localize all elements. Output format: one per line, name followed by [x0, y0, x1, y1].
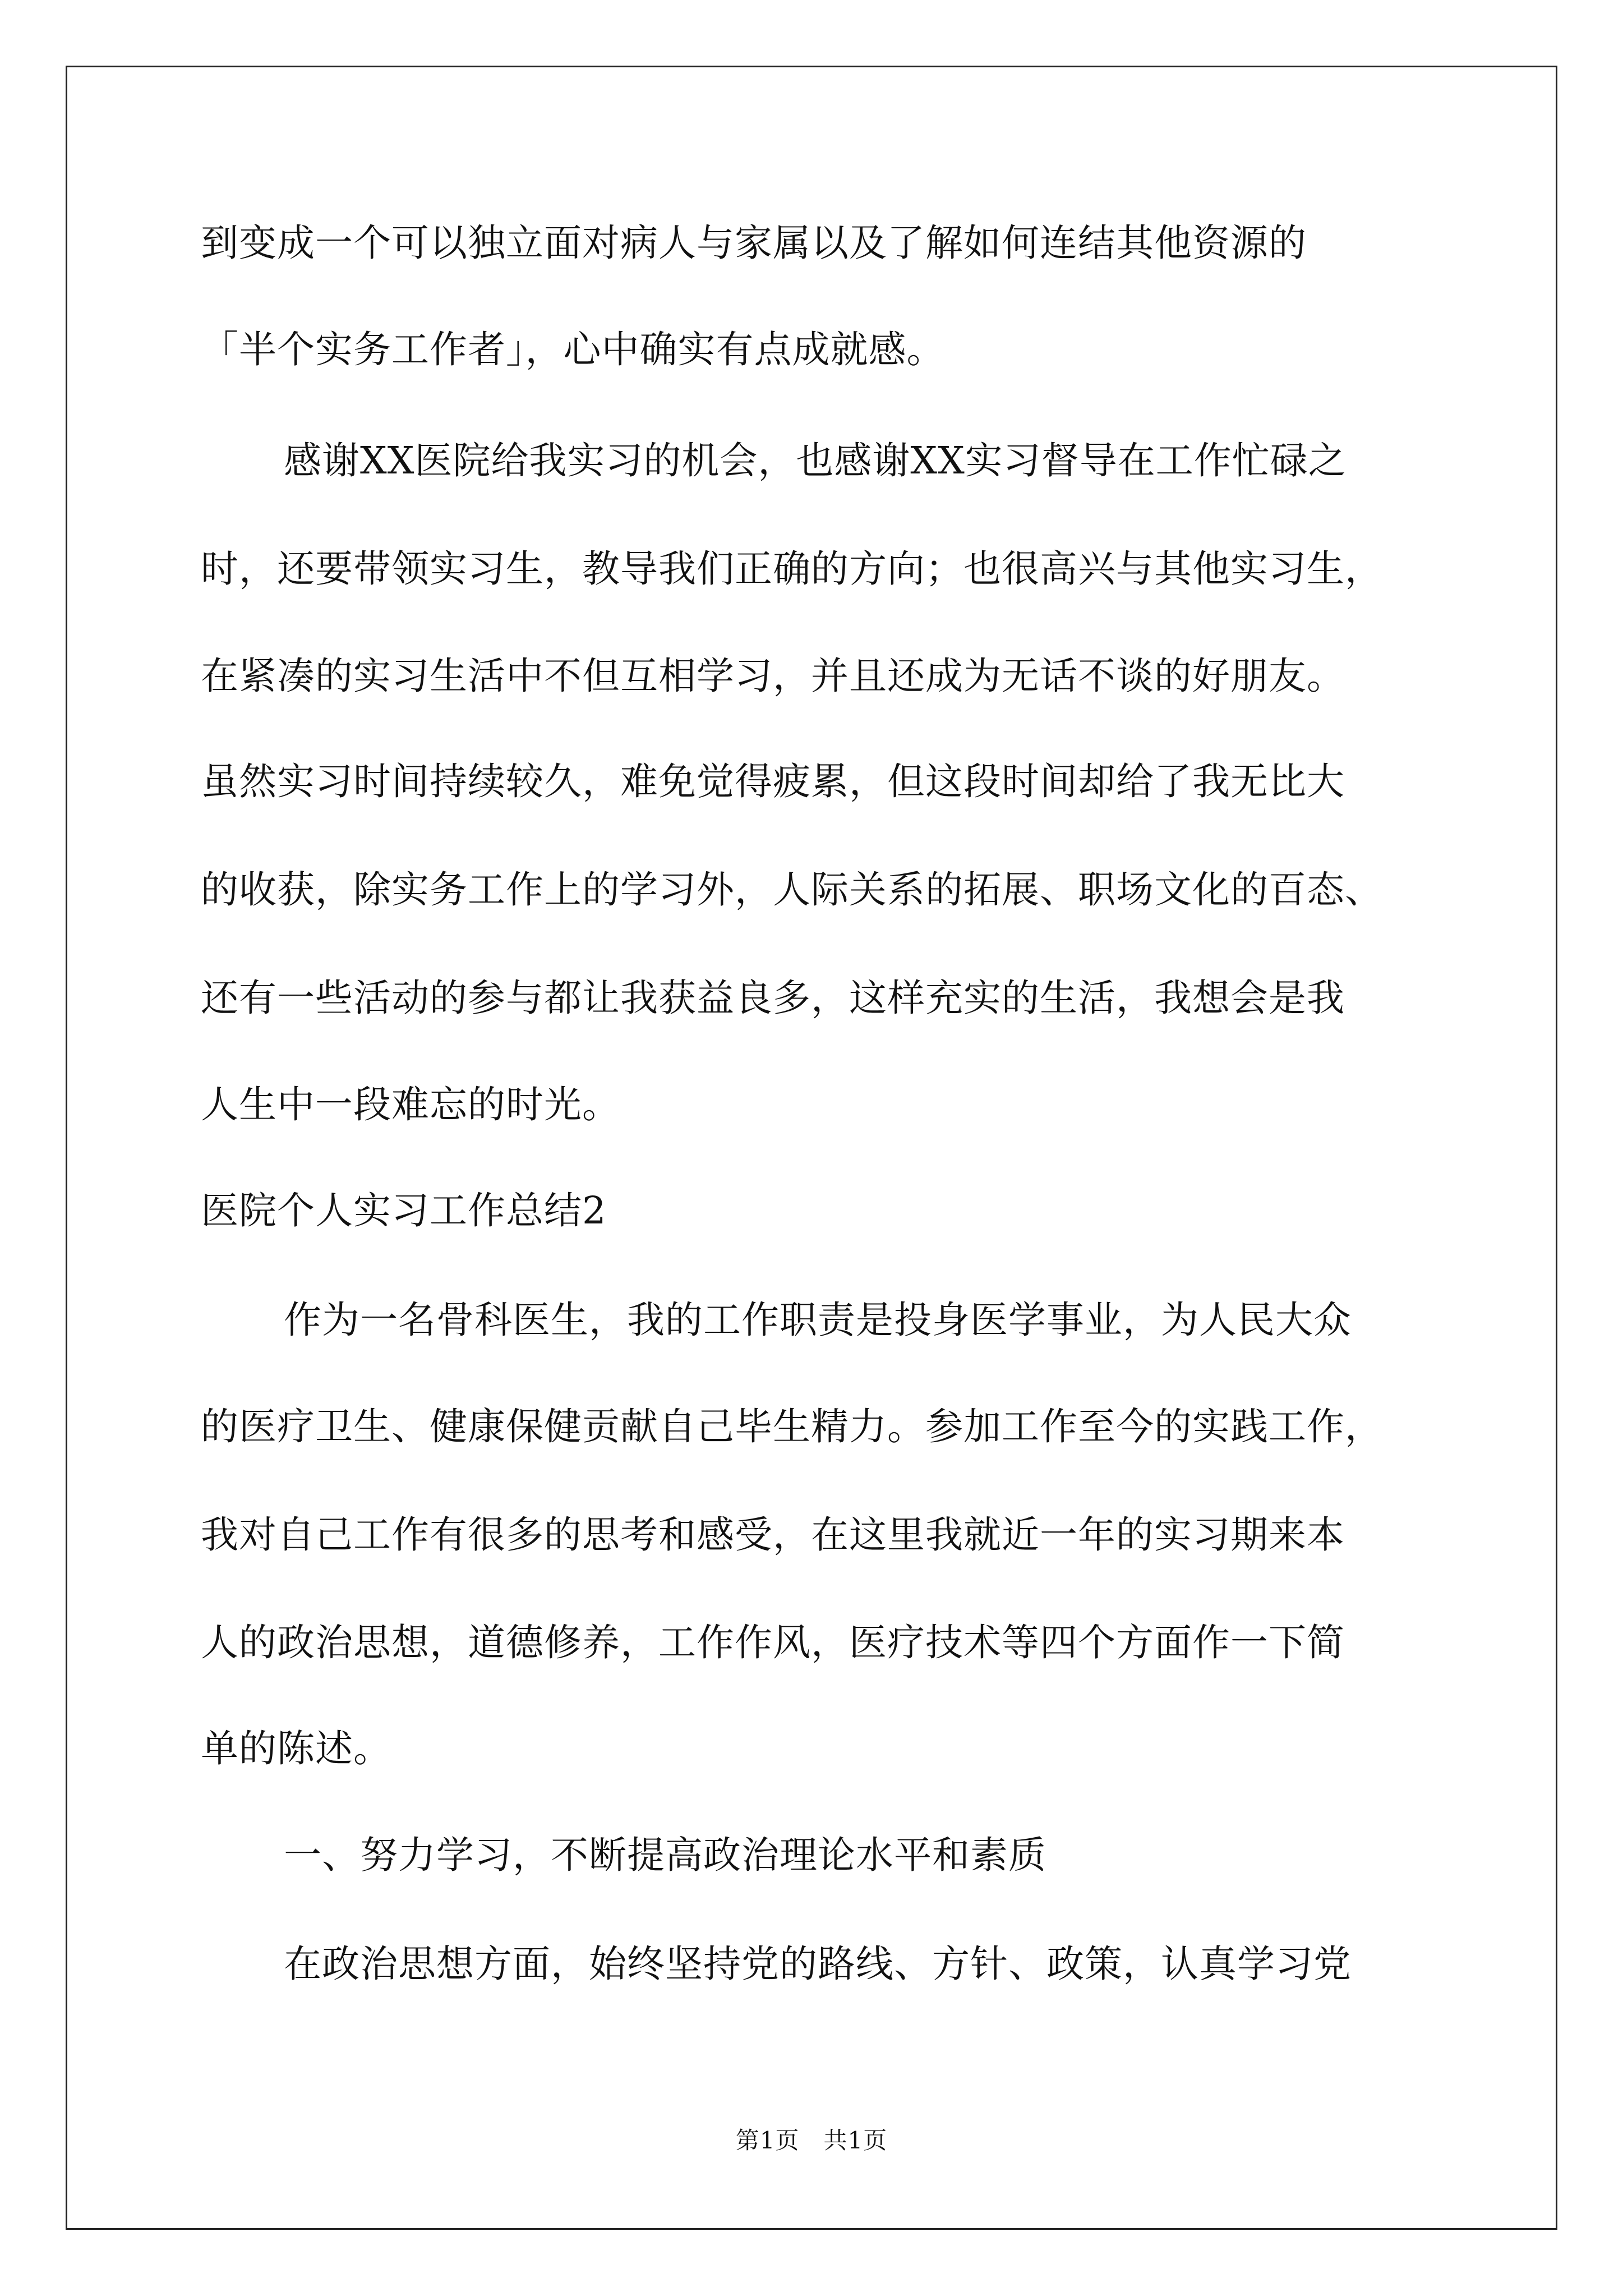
- page-frame: [66, 66, 1557, 2230]
- text-line: 人生中一段难忘的时光。: [201, 1083, 620, 1126]
- page-footer: 第1页 共1页: [735, 2127, 888, 2154]
- text-line: 虽然实习时间持续较久，难免觉得疲累，但这段时间却给了我无比大: [201, 760, 1345, 803]
- text-line: 人的政治思想，道德修养，工作作风，医疗技术等四个方面作一下简: [201, 1621, 1345, 1664]
- text-line: 时，还要带领实习生，教导我们正确的方向；也很高兴与其他实习生，: [201, 547, 1383, 591]
- text-line: 单的陈述。: [201, 1727, 391, 1770]
- paragraph-start: 在政治思想方面，始终坚持党的路线、方针、政策，认真学习党: [284, 1942, 1352, 1986]
- section-heading: 医院个人实习工作总结2: [201, 1189, 607, 1232]
- paragraph-start: 作为一名骨科医生，我的工作职责是投身医学事业，为人民大众: [284, 1298, 1352, 1342]
- text-line: 在紧凑的实习生活中不但互相学习，并且还成为无话不谈的好朋友。: [201, 654, 1345, 698]
- text-line: 「半个实务工作者」，心中确实有点成就感。: [201, 328, 945, 371]
- paragraph-start: 感谢XX医院给我实习的机会，也感谢XX实习督导在工作忙碌之: [284, 439, 1347, 482]
- text-line: 的收获，除实务工作上的学习外，人际关系的拓展、职场文化的百态、: [201, 868, 1383, 912]
- text-line: 的医疗卫生、健康保健贡献自己毕生精力。参加工作至今的实践工作，: [201, 1405, 1383, 1448]
- subsection-heading: 一、努力学习，不断提高政治理论水平和素质: [284, 1833, 1046, 1877]
- text-line: 我对自己工作有很多的思考和感受，在这里我就近一年的实习期来本: [201, 1513, 1345, 1557]
- text-line: 还有一些活动的参与都让我获益良多，这样充实的生活，我想会是我: [201, 976, 1345, 1020]
- text-line: 到变成一个可以独立面对病人与家属以及了解如何连结其他资源的: [201, 221, 1307, 265]
